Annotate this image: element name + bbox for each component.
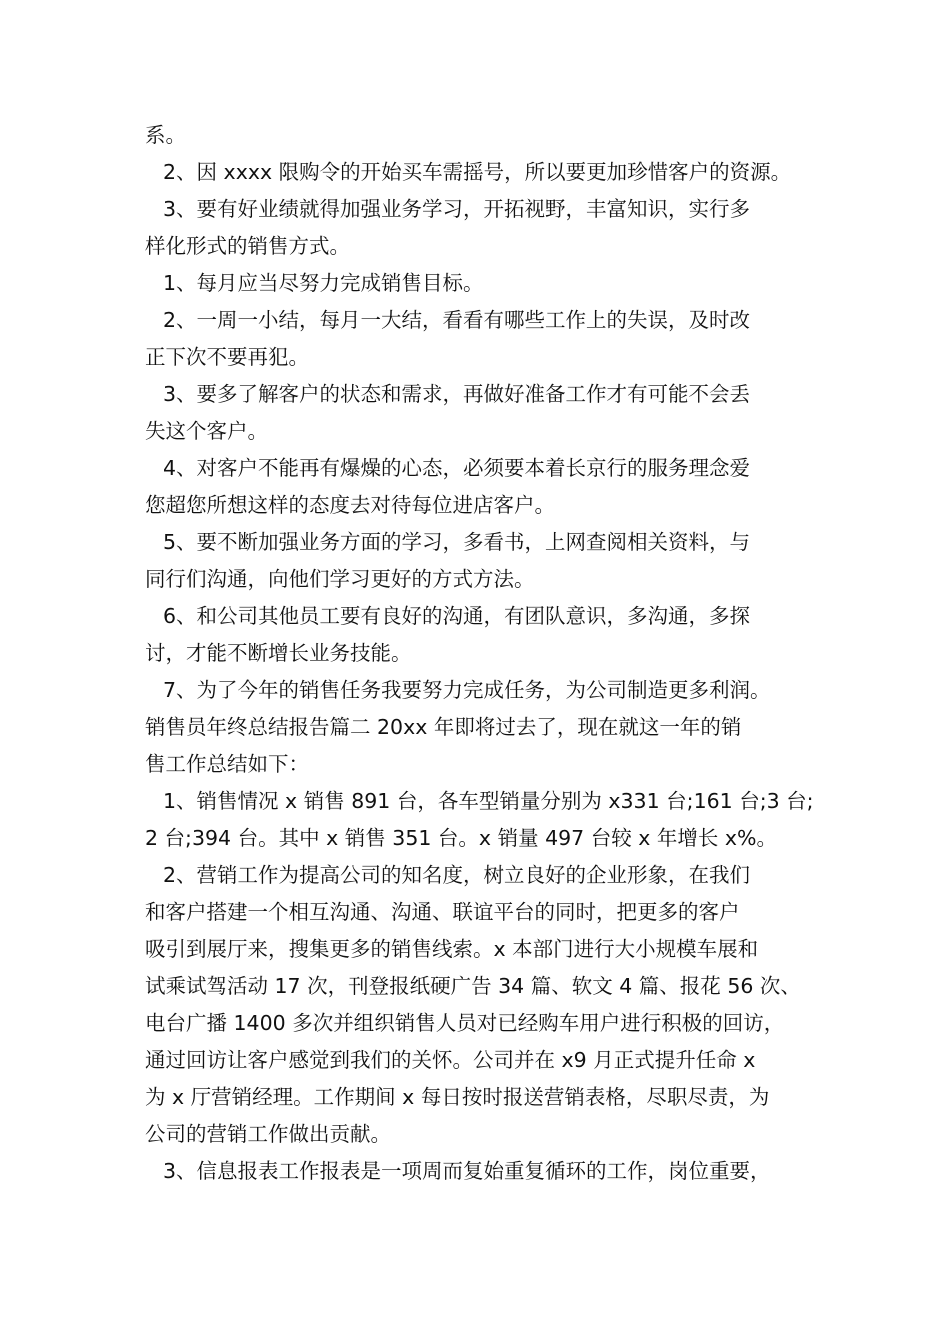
- text-line: 1、销售情况 x 销售 891 台，各车型销量分别为 x331 台;161 台;3 台;: [163, 789, 814, 813]
- text-line: 讨，才能不断增长业务技能。: [145, 641, 412, 665]
- text-line: 4、对客户不能再有爆燥的心态，必须要本着长京行的服务理念爱: [163, 456, 751, 480]
- text-line: 系。: [145, 123, 186, 147]
- text-line: 通过回访让客户感觉到我们的关怀。公司并在 x9 月正式提升任命 x: [145, 1048, 756, 1072]
- text-line: 3、要多了解客户的状态和需求，再做好准备工作才有可能不会丢: [163, 382, 751, 406]
- text-line: 样化形式的销售方式。: [145, 234, 350, 258]
- text-line: 5、要不断加强业务方面的学习，多看书，上网查阅相关资料，与: [163, 530, 751, 554]
- text-line: 公司的营销工作做出贡献。: [145, 1122, 391, 1146]
- text-line: 售工作总结如下：: [145, 752, 309, 776]
- text-line: 销售员年终总结报告篇二 20xx 年即将过去了，现在就这一年的销: [145, 715, 742, 739]
- text-line: 2、营销工作为提高公司的知名度，树立良好的企业形象，在我们: [163, 863, 751, 887]
- text-line: 3、信息报表工作报表是一项周而复始重复循环的工作，岗位重要，: [163, 1159, 771, 1183]
- text-line: 失这个客户。: [145, 419, 268, 443]
- text-line: 为 x 厅营销经理。工作期间 x 每日按时报送营销表格，尽职尽责，为: [145, 1085, 770, 1109]
- text-line: 正下次不要再犯。: [145, 345, 309, 369]
- text-line: 电台广播 1400 多次并组织销售人员对已经购车用户进行积极的回访，: [145, 1011, 785, 1035]
- document-body: [145, 117, 815, 1190]
- text-line: 7、为了今年的销售任务我要努力完成任务，为公司制造更多利润。: [163, 678, 771, 702]
- text-line: 试乘试驾活动 17 次，刊登报纸硬广告 34 篇、软文 4 篇、报花 56 次、: [145, 974, 801, 998]
- text-line: 3、要有好业绩就得加强业务学习，开拓视野，丰富知识，实行多: [163, 197, 751, 221]
- text-line: 2、一周一小结，每月一大结，看看有哪些工作上的失误，及时改: [163, 308, 751, 332]
- text-line: 6、和公司其他员工要有良好的沟通，有团队意识，多沟通，多探: [163, 604, 751, 628]
- text-line: 2 台;394 台。其中 x 销售 351 台。x 销量 497 台较 x 年增长 x%。: [145, 826, 778, 850]
- text-line: 1、每月应当尽努力完成销售目标。: [163, 271, 484, 295]
- text-line: 吸引到展厅来，搜集更多的销售线索。x 本部门进行大小规模车展和: [145, 937, 759, 961]
- text-line: 您超您所想这样的态度去对待每位进店客户。: [145, 493, 555, 517]
- text-line: 和客户搭建一个相互沟通、沟通、联谊平台的同时，把更多的客户: [145, 900, 740, 924]
- text-line: 同行们沟通，向他们学习更好的方式方法。: [145, 567, 535, 591]
- text-line: 2、因 xxxx 限购令的开始买车需摇号，所以要更加珍惜客户的资源。: [163, 160, 792, 184]
